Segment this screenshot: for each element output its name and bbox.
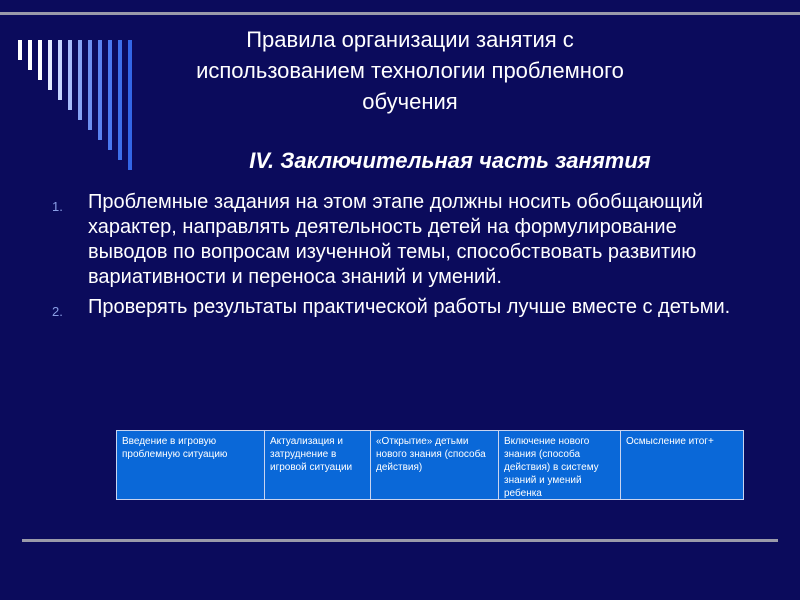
- bottom-divider: [22, 539, 778, 542]
- lesson-stages-table: [116, 430, 744, 500]
- item-number: 1.: [52, 199, 63, 214]
- decorative-bars: [18, 40, 168, 180]
- item-text: Проверять результаты практической работы лучше вместе с детьми.: [88, 296, 731, 318]
- stage-cell: Осмысление итог+: [626, 436, 714, 447]
- stage-cell: Введение в игровую проблемную ситуацию: [117, 431, 265, 499]
- list-item: [52, 295, 752, 320]
- stage-cell: Актуализация и затруднение в игровой ситуации: [265, 431, 371, 499]
- list-item: [52, 190, 752, 290]
- stage-cell: Включение нового знания (способа действия) в систему знаний и умений ребенка: [499, 431, 621, 499]
- slide-title: Правила организации занятия с использованием технологии проблемного обучения: [196, 27, 624, 114]
- stage-cell: «Открытие» детьми нового знания (способа действия): [371, 431, 499, 499]
- item-number: 2.: [52, 304, 63, 319]
- top-divider: [0, 12, 800, 15]
- section-subtitle: IV. Заключительная часть занятия: [249, 148, 651, 173]
- item-text: Проблемные задания на этом этапе должны носить обобщающий характер, направлять деятельность детей на формулирование выводов по вопросам изученной темы, способствовать развитию вариативности и переноса знаний и умений.: [88, 191, 704, 288]
- rules-list: [52, 190, 752, 325]
